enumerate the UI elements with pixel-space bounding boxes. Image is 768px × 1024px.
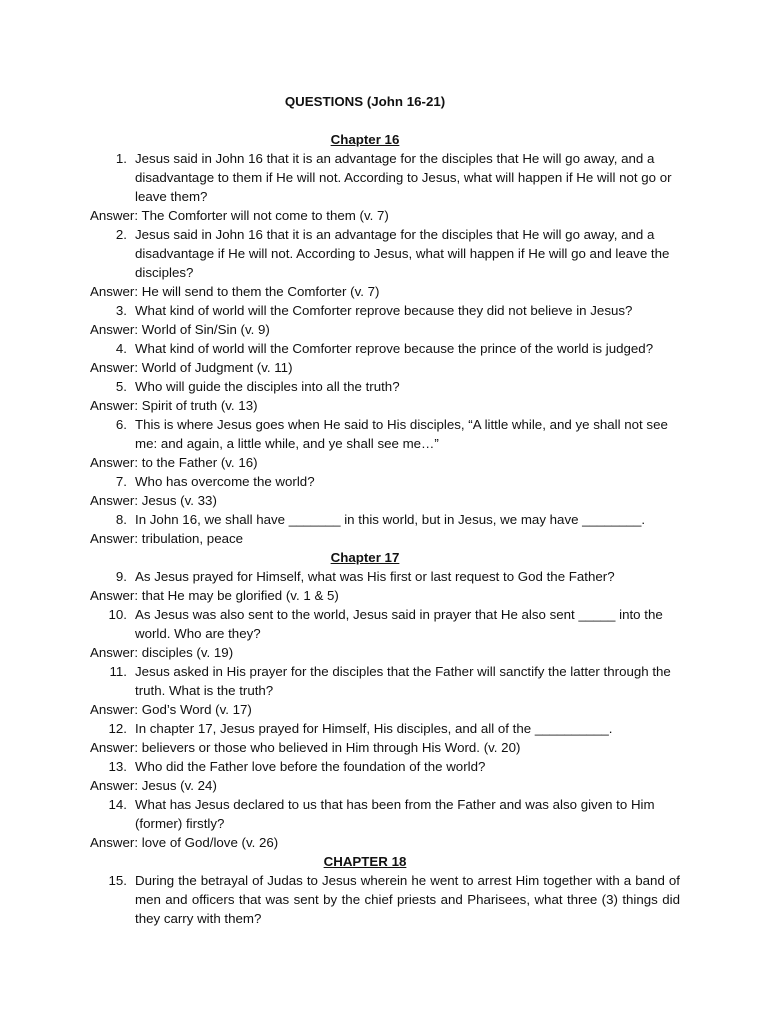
- question-text: In chapter 17, Jesus prayed for Himself, His disciples, and all of the __________.: [135, 721, 613, 736]
- question-text: Jesus said in John 16 that it is an advantage for the disciples that He will go away, and a disadvantage if He will not. According to Jesus, what will happen if He will go and leave the disciples?: [135, 227, 670, 280]
- answer-text: Spirit of truth (v. 13): [141, 398, 258, 413]
- answer-text: Jesus (v. 33): [141, 493, 217, 508]
- answer-line: [90, 396, 680, 415]
- question-item: [90, 662, 680, 700]
- answer-label: Answer:: [90, 360, 139, 375]
- document-title: QUESTIONS (John 16-21): [284, 94, 446, 109]
- chapters-container: [90, 130, 680, 928]
- question-item: [90, 719, 680, 738]
- question-text: In John 16, we shall have _______ in this world, but in Jesus, we may have ________.: [135, 512, 646, 527]
- question-number: 14.: [108, 797, 127, 812]
- answer-text: that He may be glorified (v. 1 & 5): [141, 588, 339, 603]
- answer-line: [90, 358, 680, 377]
- answer-label: Answer:: [90, 740, 139, 755]
- answer-text: tribulation, peace: [141, 531, 244, 546]
- question-item: [90, 605, 680, 643]
- question-item: [90, 871, 680, 928]
- answer-label: Answer:: [90, 778, 139, 793]
- question-text: As Jesus prayed for Himself, what was His first or last request to God the Father?: [135, 569, 615, 584]
- answer-label: Answer:: [90, 702, 139, 717]
- answer-label: Answer:: [90, 455, 139, 470]
- question-number: 6.: [115, 417, 127, 432]
- question-text: Jesus asked in His prayer for the disciples that the Father will sanctify the latter through the truth. What is the truth?: [135, 664, 671, 698]
- answer-line: [90, 643, 680, 662]
- question-text: Who has overcome the world?: [135, 474, 315, 489]
- answer-text: God’s Word (v. 17): [141, 702, 252, 717]
- question-item: [90, 795, 680, 833]
- question-text: Who will guide the disciples into all the truth?: [135, 379, 400, 394]
- answer-text: He will send to them the Comforter (v. 7): [141, 284, 380, 299]
- question-number: 8.: [115, 512, 127, 527]
- answer-text: love of God/love (v. 26): [141, 835, 279, 850]
- answer-line: [90, 282, 680, 301]
- answer-text: World of Sin/Sin (v. 9): [141, 322, 270, 337]
- question-number: 5.: [115, 379, 127, 394]
- question-text: What kind of world will the Comforter reprove because the prince of the world is judged?: [135, 341, 654, 356]
- answer-line: [90, 700, 680, 719]
- question-item: [90, 377, 680, 396]
- answer-line: [90, 776, 680, 795]
- answer-text: disciples (v. 19): [141, 645, 234, 660]
- question-number: 3.: [115, 303, 127, 318]
- question-item: [90, 415, 680, 453]
- question-item: [90, 339, 680, 358]
- question-item: [90, 225, 680, 282]
- answer-label: Answer:: [90, 493, 139, 508]
- question-item: [90, 567, 680, 586]
- answer-line: [90, 833, 680, 852]
- question-number: 2.: [115, 227, 127, 242]
- question-text: Jesus said in John 16 that it is an advantage for the disciples that He will go away, and a disadvantage to them if He will not. According to Jesus, what will happen if He will not go or leave them?: [135, 151, 672, 204]
- question-item: [90, 301, 680, 320]
- question-item: [90, 510, 680, 529]
- answer-text: World of Judgment (v. 11): [141, 360, 293, 375]
- answer-line: [90, 491, 680, 510]
- question-number: 15.: [108, 873, 127, 888]
- question-text: This is where Jesus goes when He said to His disciples, “A little while, and ye shall not see me: and again, a little while, and ye shall see me…”: [135, 417, 668, 451]
- answer-line: [90, 206, 680, 225]
- question-number: 1.: [115, 151, 127, 166]
- question-number: 10.: [108, 607, 127, 622]
- question-text: What kind of world will the Comforter reprove because they did not believe in Jesus?: [135, 303, 633, 318]
- question-number: 7.: [115, 474, 127, 489]
- question-text: During the betrayal of Judas to Jesus wherein he went to arrest Him together with a band of men and officers that was sent by the chief priests and Pharisees, what three (3) things did they carry with them?: [135, 873, 680, 926]
- question-number: 4.: [115, 341, 127, 356]
- question-item: [90, 149, 680, 206]
- question-item: [90, 757, 680, 776]
- answer-text: Jesus (v. 24): [141, 778, 217, 793]
- answer-text: to the Father (v. 16): [141, 455, 258, 470]
- answer-label: Answer:: [90, 531, 139, 546]
- answer-label: Answer:: [90, 645, 139, 660]
- chapter-heading: Chapter 17: [330, 550, 400, 565]
- question-number: 11.: [109, 664, 127, 679]
- question-number: 12.: [108, 721, 127, 736]
- answer-text: believers or those who believed in Him through His Word. (v. 20): [141, 740, 521, 755]
- chapter-heading: CHAPTER 18: [323, 854, 407, 869]
- answer-label: Answer:: [90, 588, 139, 603]
- answer-line: [90, 738, 680, 757]
- question-number: 9.: [115, 569, 127, 584]
- document-content: [90, 92, 680, 928]
- question-text: What has Jesus declared to us that has been from the Father and was also given to Him (former) firstly?: [135, 797, 655, 831]
- answer-label: Answer:: [90, 322, 139, 337]
- answer-line: [90, 586, 680, 605]
- chapter-heading: Chapter 16: [330, 132, 400, 147]
- answer-label: Answer:: [90, 208, 139, 223]
- answer-text: The Comforter will not come to them (v. 7): [141, 208, 389, 223]
- answer-label: Answer:: [90, 284, 139, 299]
- question-number: 13.: [108, 759, 127, 774]
- answer-label: Answer:: [90, 835, 139, 850]
- answer-line: [90, 453, 680, 472]
- question-item: [90, 472, 680, 491]
- answer-line: [90, 529, 680, 548]
- question-text: Who did the Father love before the foundation of the world?: [135, 759, 486, 774]
- answer-line: [90, 320, 680, 339]
- question-text: As Jesus was also sent to the world, Jesus said in prayer that He also sent _____ into the world. Who are they?: [135, 607, 663, 641]
- answer-label: Answer:: [90, 398, 139, 413]
